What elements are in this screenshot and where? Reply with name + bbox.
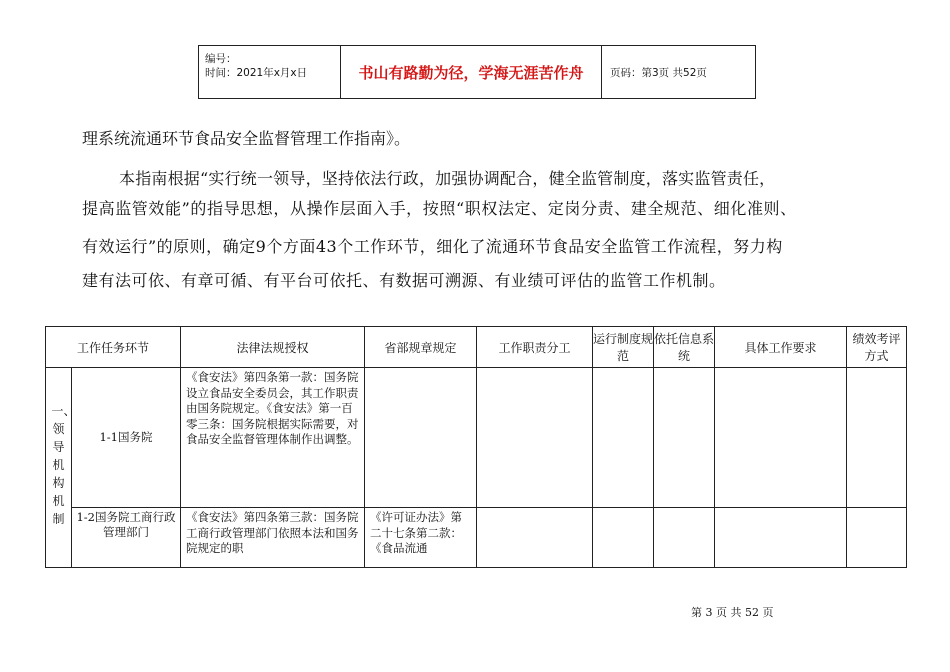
norm-cell [593, 368, 654, 508]
header-meta [199, 46, 341, 98]
header-info-system: 依托信息系统 [654, 327, 715, 368]
duty-cell [477, 508, 593, 568]
header-task: 工作任务环节 [46, 327, 181, 368]
regulation-cell: 《许可证办法》第二十七条第二款：《食品流通 [365, 508, 477, 568]
requirement-cell [715, 508, 847, 568]
table-header-row [46, 327, 907, 368]
header-system-norm: 运行制度规范 [593, 327, 654, 368]
category-cell [46, 368, 76, 568]
header-evaluation: 绩效考评方式 [847, 327, 907, 368]
number-label: 编号： [205, 53, 237, 65]
page-footer: 第 3 页 共 52 页 [691, 606, 774, 619]
category-label: 一、领导机构机制 [51, 404, 76, 526]
norm-cell [593, 508, 654, 568]
evaluation-cell [847, 508, 907, 568]
work-guide-table [45, 326, 907, 568]
header-requirements: 具体工作要求 [715, 327, 847, 368]
regulation-cell [365, 368, 477, 508]
body-line-2: 本指南根据“实行统一领导，坚持依法行政，加强协调配合，健全监管制度，落实监管责任， [119, 169, 776, 188]
task-cell: 1-2国务院工商行政管理部门 [72, 508, 181, 568]
body-line-5: 建有法可依、有章可循、有平台可依托、有数据可溯源、有业绩可评估的监管工作机制。 [82, 271, 726, 290]
task-cell: 1-1国务院 [72, 368, 181, 508]
header-page-info: 页码：第3页 共52页 [610, 66, 707, 79]
header-duty: 工作职责分工 [477, 327, 593, 368]
body-line-4: 有效运行”的原则，确定9个方面43个工作环节，细化了流通环节食品安全监管工作流程，努力构 [82, 237, 783, 256]
table-row [46, 508, 907, 568]
law-cell: 《食安法》第四条第一款：国务院设立食品安全委员会，其工作职责由国务院规定。《食安法》第一百零三条：国务院根据实际需要，对食品安全监督管理体制作出调整。 [181, 368, 365, 508]
document-header [198, 45, 756, 99]
table-row [46, 368, 907, 508]
requirement-cell [715, 368, 847, 508]
body-line-3: 提高监管效能”的指导思想，从操作层面入手，按照“职权法定、定岗分责、建全规范、细化准则、 [82, 199, 797, 218]
header-motto: 书山有路勤为径，学海无涯苦作舟 [341, 46, 602, 98]
header-regulation: 省部规章规定 [365, 327, 477, 368]
body-line-1: 理系统流通环节食品安全监督管理工作指南》。 [82, 129, 411, 148]
info-cell [654, 508, 715, 568]
info-cell [654, 368, 715, 508]
header-law: 法律法规授权 [181, 327, 365, 368]
duty-cell [477, 368, 593, 508]
law-cell: 《食安法》第四条第三款：国务院工商行政管理部门依照本法和国务院规定的职 [181, 508, 365, 568]
evaluation-cell [847, 368, 907, 508]
time-label: 时间：2021年x月x日 [205, 67, 308, 79]
